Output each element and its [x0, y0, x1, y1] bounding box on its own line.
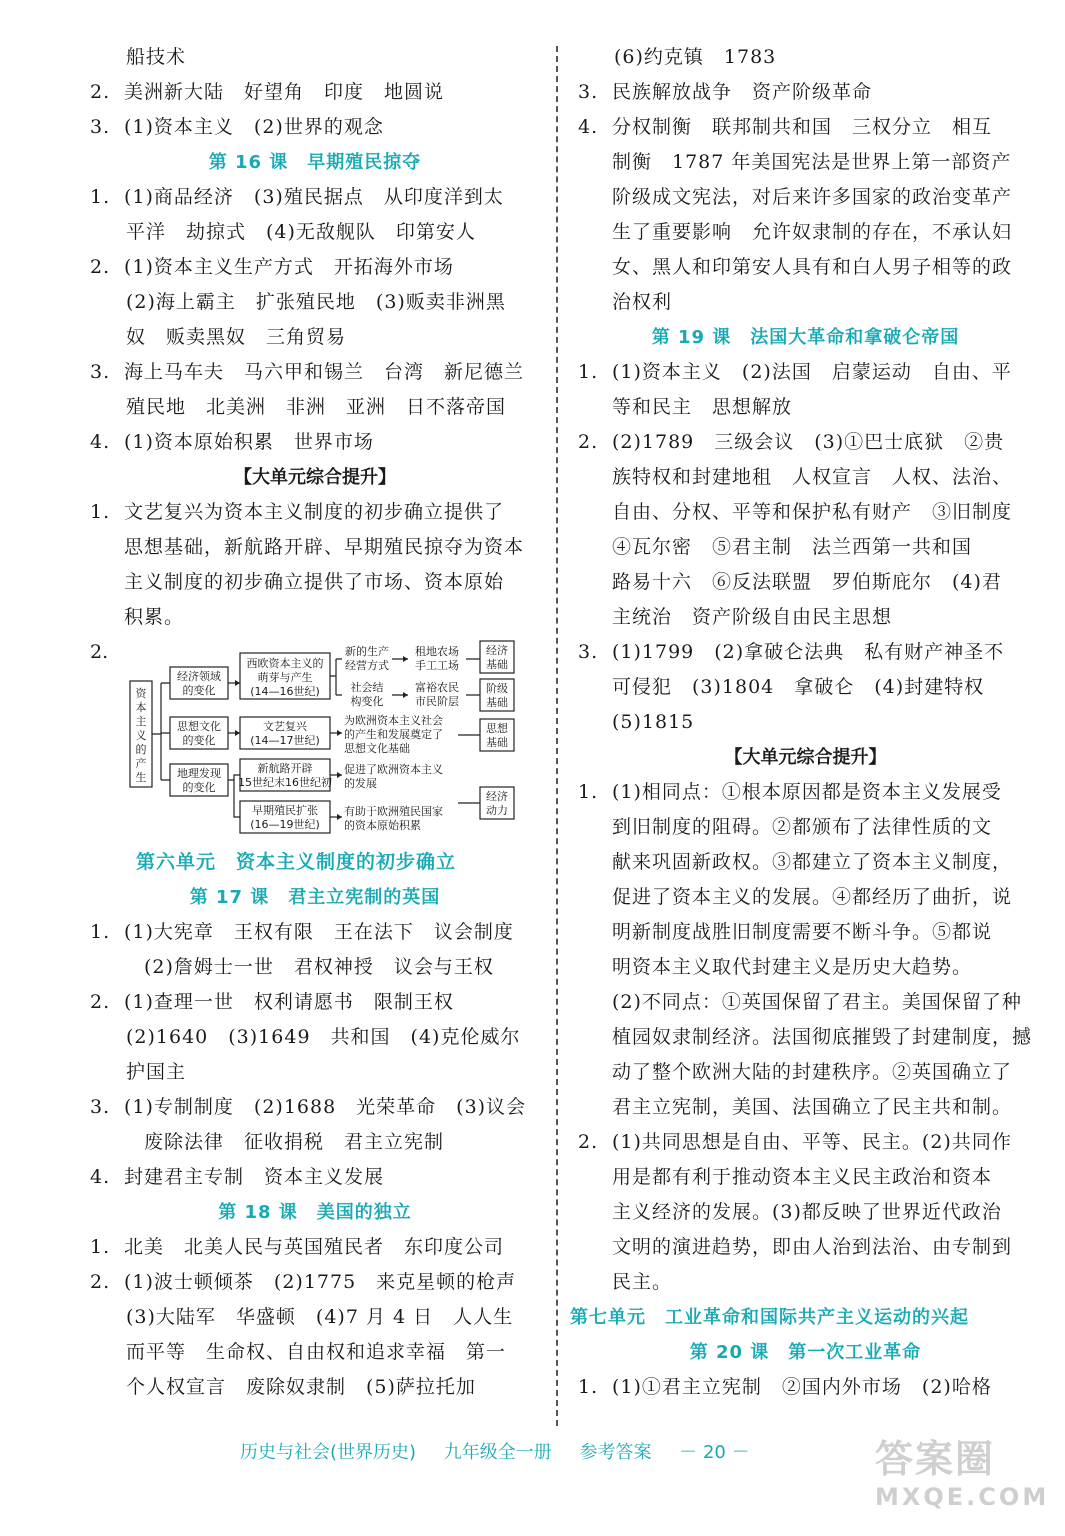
right-column — [570, 40, 1033, 1405]
page-footer — [240, 1438, 772, 1464]
text-line: 到旧制度的阻碍。②都颁布了法律性质的文 — [612, 816, 993, 838]
text-line: (2)1640 (3)1649 共和国 (4)克伦威尔 — [126, 1026, 521, 1048]
culture-result-label: 为欧洲资本主义社会 — [344, 714, 443, 727]
answer-item: 2. (2)1789 三级会议 (3)①巴士底狱 ②贵 族特权和封建地租 人权宣言 人权、法治、 自由、分权、平等和保护私有财产 ③旧制度 ④瓦尔密 ⑤君主制 法兰西第一共和国 路易十六 ⑥反法联盟 罗伯斯庇尔 (4)君 主统治 资产阶级自由民主思想 — [578, 425, 1033, 635]
watermark-title: 答案圈 — [875, 1437, 996, 1481]
text-line: (1)1799 (2)拿破仑法典 私有财产神圣不 — [612, 641, 1005, 663]
answer-item: 2. (1)资本主义生产方式 开拓海外市场 — [90, 256, 454, 278]
text-line: 用是都有利于推动资本主义民主政治和资本 — [612, 1166, 993, 1188]
lesson-heading: 第 20 课 第一次工业革命 — [689, 1342, 922, 1363]
watermark-logo — [875, 1428, 1050, 1518]
text-line: 个人权宣言 废除奴隶制 (5)萨拉托加 — [126, 1376, 476, 1398]
text-line: 主统治 资产阶级自由民主思想 — [612, 606, 893, 628]
text-line: 主义制度的初步确立提供了市场、资本原始 — [124, 571, 505, 593]
text-line: 促进了资本主义的发展。④都经历了曲折，说 — [612, 886, 1013, 908]
base-label: 基础 — [486, 696, 508, 709]
domain-label: 的变化 — [182, 734, 216, 747]
domain-label: 的变化 — [182, 781, 216, 794]
answer-item: 2. (1)波士顿倾茶 (2)1775 来克星顿的枪声 — [90, 1271, 517, 1293]
text-line: 明新制度战胜旧制度需要不断斗争。⑤都说 — [612, 921, 993, 943]
answer-item: 1. (1)商品经济 (3)殖民据点 从印度洋到太 — [90, 186, 504, 208]
event-label: 新航路开辟 — [257, 762, 313, 775]
econ-sub-label: 新的生产 — [345, 645, 389, 658]
answer-item: 1. 文艺复兴为资本主义制度的初步确立提供了 思想基础，新航路开辟、早期殖民掠夺为资本 主义制度的初步确立提供了市场、资本原始 积累。 — [90, 495, 540, 635]
text-line: 思想基础，新航路开辟、早期殖民掠夺为资本 — [124, 536, 525, 558]
answer-item: 4. 分权制衡 联邦制共和国 三权分立 相互 制衡 1787 年美国宪法是世界上第一部资产 阶级成文宪法，对后来许多国家的政治变革产 生了重要影响 允许奴隶制的存在，不承认妇 女、黑人和印第安人具有和白人男子相等的政 治权利 — [578, 110, 1033, 320]
answer-item: 3. 民族解放战争 资产阶级革命 — [578, 81, 873, 103]
econ-result-label: 租地农场 — [415, 645, 459, 658]
text-line: (1)相同点：①根本原因都是资本主义发展受 — [612, 781, 1002, 803]
text-line: (6)约克镇 1783 — [614, 46, 777, 68]
text-line: 治权利 — [612, 291, 673, 313]
domain-label: 的变化 — [182, 684, 216, 697]
text-line: 分权制衡 联邦制共和国 三权分立 相互 — [612, 116, 993, 138]
text-line: 文艺复兴为资本主义制度的初步确立提供了 — [124, 501, 505, 523]
econ-result-label: 富裕农民 — [415, 681, 459, 694]
text-line: 船技术 — [126, 46, 187, 68]
econ-result-label: 市民阶层 — [415, 695, 459, 708]
answer-item: 3. 海上马车夫 马六甲和锡兰 台湾 新尼德兰 — [90, 361, 525, 383]
domain-label: 地理发现 — [177, 767, 221, 780]
text-line: 动了整个欧洲大陆的封建秩序。②英国确立了 — [612, 1061, 1013, 1083]
answer-item: 3. (1)1799 (2)拿破仑法典 私有财产神圣不 可侵犯 (3)1804 拿破仑 (4)封建特权 (5)1815 — [578, 635, 1033, 740]
unit-heading: 第六单元 资本主义制度的初步确立 — [136, 851, 457, 873]
concept-diagram: 2. 资 本 主 义 的 产 生 经济领域 的变化 思想文化 的变化 地理发现 的变化 西欧资本主义的 萌芽与产生 (14—16世纪) 文艺复兴 (14—17世纪) 新航路开辟 15世纪末16世纪初 早期殖民扩张 (16—19世纪) 新的生产 经营方式 社会结 构变化 租地农场 手工工场 富裕农民 市民阶层 经济 基础 阶级 基础 思想 基础 经济 动力 为欧洲资本主义社会 的产生和发展奠定了 思想文化基础 促进了欧洲资本主义 的发展 有助于欧洲殖民国家 的资本原始积累 — [90, 635, 540, 845]
base-label: 思想 — [486, 722, 508, 735]
text-line: 护国主 — [126, 1061, 187, 1083]
answer-item: 1. (1)①君主立宪制 ②国内外市场 (2)哈格 — [578, 1376, 992, 1398]
text-line: 路易十六 ⑥反法联盟 罗伯斯庇尔 (4)君 — [612, 571, 1002, 593]
footer-answers: 参考答案 — [579, 1442, 652, 1463]
answer-item: 1. (1)相同点：①根本原因都是资本主义发展受 到旧制度的阻碍。②都颁布了法律性质的文 献来巩固新政权。③都建立了资本主义制度， 促进了资本主义的发展。④都经历了曲折，说 明新制度战胜旧制度需要不断斗争。⑤都说 明资本主义取代封建主义是历史大趋势。 (2)不同点：①英国保留了君主。美国保留了种 植园奴隶制经济。法国彻底摧毁了封建制度，撼 动了整个欧洲大陆的封建秩序。②英国确立了 君主立宪制，美国、法国确立了民主共和制。 — [578, 775, 1033, 1125]
econ-sub-label: 经营方式 — [345, 659, 389, 672]
base-label: 基础 — [486, 736, 508, 749]
text-line: 平洋 劫掠式 (4)无敌舰队 印第安人 — [126, 221, 476, 243]
domain-label: 思想文化 — [177, 720, 221, 733]
summary-heading: 【大单元综合提升】 — [234, 467, 396, 488]
text-line: 生了重要影响 允许奴隶制的存在，不承认妇 — [612, 221, 1013, 243]
text-line: 君主立宪制，美国、法国确立了民主共和制。 — [612, 1096, 1013, 1118]
culture-result-label: 思想文化基础 — [344, 742, 410, 755]
event-label: 西欧资本主义的 — [246, 657, 324, 670]
root-char: 义 — [135, 729, 147, 742]
concept-diagram-svg — [128, 639, 528, 839]
text-line: 可侵犯 (3)1804 拿破仑 (4)封建特权 — [612, 676, 985, 698]
text-line: 废除法律 征收捐税 君主立宪制 — [144, 1131, 445, 1153]
route-result-label: 的发展 — [344, 777, 377, 790]
econ-sub-label: 构变化 — [350, 695, 384, 708]
root-char: 主 — [135, 715, 147, 728]
event-label: 早期殖民扩张 — [252, 804, 318, 817]
answer-item: 2. (1)查理一世 权利请愿书 限制王权 — [90, 991, 454, 1013]
domain-label: 经济领域 — [177, 670, 221, 683]
event-label: 萌芽与产生 — [257, 671, 313, 684]
root-char: 本 — [135, 701, 147, 714]
lesson-heading: 第 16 课 早期殖民掠夺 — [208, 152, 422, 173]
text-line: 献来巩固新政权。③都建立了资本主义制度， — [612, 851, 1013, 873]
base-label: 基础 — [486, 658, 508, 671]
answer-item: 1. (1)资本主义 (2)法国 启蒙运动 自由、平 等和民主 思想解放 — [578, 355, 1033, 425]
text-line: ④瓦尔密 ⑤君主制 法兰西第一共和国 — [612, 536, 973, 558]
lesson-heading: 第 17 课 君主立宪制的英国 — [189, 887, 441, 908]
answer-item: 3. (1)专制制度 (2)1688 光荣革命 (3)议会 — [90, 1096, 527, 1118]
answer-item: 4. (1)资本原始积累 世界市场 — [90, 431, 374, 453]
root-char: 生 — [135, 771, 147, 784]
root-char: 的 — [135, 743, 147, 756]
text-line: 民主。 — [612, 1271, 673, 1293]
event-label: 文艺复兴 — [263, 720, 307, 733]
culture-result-label: 的产生和发展奠定了 — [344, 728, 443, 741]
unit-heading: 第七单元 工业革命和国际共产主义运动的兴起 — [570, 1307, 969, 1328]
footer-grade: 九年级全一册 — [443, 1442, 552, 1463]
text-line: 殖民地 北美洲 非洲 亚洲 日不落帝国 — [126, 396, 507, 418]
text-line: 而平等 生命权、自由权和追求幸福 第一 — [126, 1341, 507, 1363]
lesson-heading: 第 19 课 法国大革命和拿破仑帝国 — [651, 327, 960, 348]
base-label: 动力 — [486, 804, 508, 817]
lesson-heading: 第 18 课 美国的独立 — [218, 1202, 412, 1223]
root-char: 产 — [135, 757, 147, 770]
text-line: (2)詹姆士一世 君权神授 议会与王权 — [144, 956, 494, 978]
text-line: 阶级成文宪法，对后来许多国家的政治变革产 — [612, 186, 1013, 208]
text-line: 自由、分权、平等和保护私有财产 ③旧制度 — [612, 501, 1013, 523]
event-label: 15世纪末16世纪初 — [238, 776, 332, 789]
base-label: 阶级 — [486, 682, 508, 695]
text-line: (1)共同思想是自由、平等、民主。(2)共同作 — [612, 1131, 1012, 1153]
page-number: － 20 － — [679, 1442, 750, 1463]
text-line: 等和民主 思想解放 — [612, 396, 793, 418]
text-line: 明资本主义取代封建主义是历史大趋势。 — [612, 956, 973, 978]
footer-subject: 历史与社会(世界历史) — [240, 1442, 417, 1463]
event-label: (14—16世纪) — [250, 685, 320, 698]
text-line: 女、黑人和印第安人具有和白人男子相等的政 — [612, 256, 1013, 278]
text-line: (1)资本主义 (2)法国 启蒙运动 自由、平 — [612, 361, 1012, 383]
answer-item: 4. 封建君主专制 资本主义发展 — [90, 1166, 385, 1188]
econ-result-label: 手工工场 — [415, 659, 459, 672]
answer-item: 2. (1)共同思想是自由、平等、民主。(2)共同作 用是都有利于推动资本主义民主政治和资本 主义经济的发展。(3)都反映了世界近代政治 文明的演进趋势，即由人治到法治、由专制到 民主。 — [578, 1125, 1033, 1300]
left-column — [90, 40, 540, 1405]
route-result-label: 促进了欧洲资本主义 — [344, 763, 443, 776]
column-divider — [556, 46, 558, 1426]
text-line: (2)海上霸主 扩张殖民地 (3)贩卖非洲黑 — [126, 291, 506, 313]
summary-heading: 【大单元综合提升】 — [724, 747, 887, 768]
text-line: 族特权和封建地租 人权宣言 人权、法治、 — [612, 466, 1013, 488]
base-label: 经济 — [486, 790, 508, 803]
event-label: (14—17世纪) — [250, 734, 320, 747]
answer-item: 1. (1)大宪章 王权有限 王在法下 议会制度 — [90, 921, 514, 943]
text-line: (5)1815 — [612, 711, 695, 733]
text-line: (2)1789 三级会议 (3)①巴士底狱 ②贵 — [612, 431, 1005, 453]
text-line: (2)不同点：①英国保留了君主。美国保留了种 — [612, 991, 1022, 1013]
text-line: 制衡 1787 年美国宪法是世界上第一部资产 — [612, 151, 1012, 173]
text-line: 奴 贩卖黑奴 三角贸易 — [126, 326, 347, 348]
text-line: 积累。 — [124, 606, 185, 628]
colonial-result-label: 有助于欧洲殖民国家 — [344, 805, 443, 818]
answer-item: 1. 北美 北美人民与英国殖民者 东印度公司 — [90, 1236, 505, 1258]
answer-item: 2. 美洲新大陆 好望角 印度 地圆说 — [90, 81, 445, 103]
colonial-result-label: 的资本原始积累 — [344, 819, 421, 832]
econ-sub-label: 社会结 — [350, 681, 384, 694]
text-line: 主义经济的发展。(3)都反映了世界近代政治 — [612, 1201, 1002, 1223]
base-label: 经济 — [486, 644, 508, 657]
watermark-url: MXQE.COM — [875, 1483, 1050, 1511]
answer-item: 3. (1)资本主义 (2)世界的观念 — [90, 116, 384, 138]
event-label: (16—19世纪) — [250, 818, 320, 831]
text-line: 植园奴隶制经济。法国彻底摧毁了封建制度，撼 — [612, 1026, 1033, 1048]
text-line: 文明的演进趋势，即由人治到法治、由专制到 — [612, 1236, 1013, 1258]
text-line: (3)大陆军 华盛顿 (4)7 月 4 日 人人生 — [126, 1306, 514, 1328]
root-char: 资 — [135, 687, 147, 700]
